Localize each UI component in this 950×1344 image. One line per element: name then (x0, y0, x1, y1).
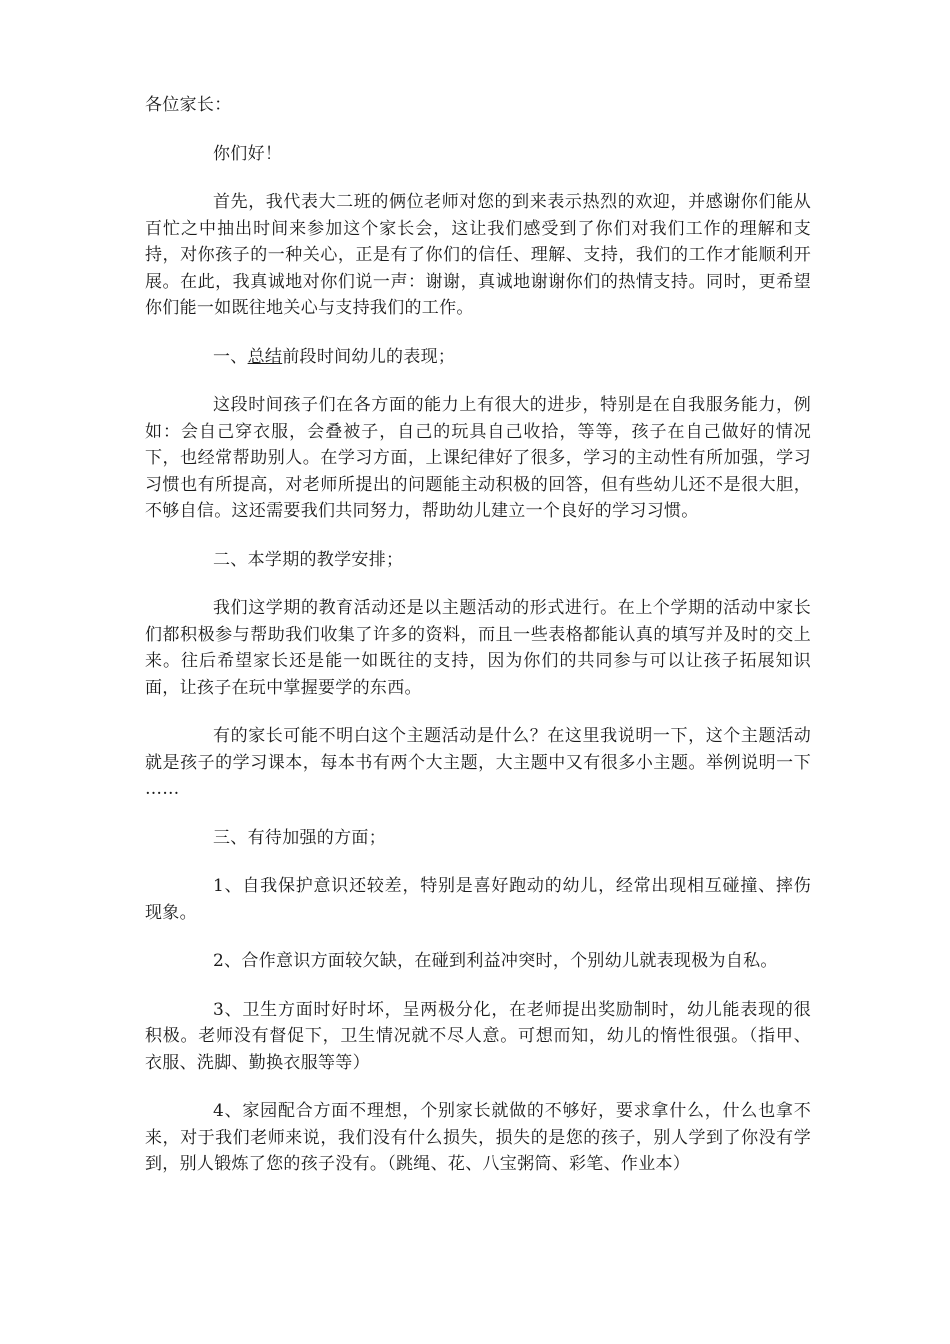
section2-body2: 有的家长可能不明白这个主题活动是什么？在这里我说明一下，这个主题活动就是孩子的学习课本，每本书有两个大主题，大主题中又有很多小主题。举例说明一下 …… (145, 726, 811, 799)
section2-body1: 我们这学期的教育活动还是以主题活动的形式进行。在上个学期的活动中家长们都积极参与帮助我们收集了许多的资料，而且一些表格都能认真的填写并及时的交上来。往后希望家长还是能一如既往的支持，因为你们的共同参与可以让孩子拓展知识面，让孩子在玩中掌握要学的东西。 (145, 598, 811, 698)
section1-prefix: 一、 (213, 346, 248, 367)
summary-link[interactable]: 总结 (247, 346, 283, 367)
hello-line: 你们好！ (213, 143, 283, 164)
section3-item-4: 4、家园配合方面不理想，个别家长就做的不够好，要求拿什么，什么也拿不来，对于我们老师来说，我们没有什么损失，损失的是您的孩子，别人学到了你没有学到，别人锻炼了您的孩子没有。（跳绳、花、八宝粥筒、彩笔、作业本） (145, 1101, 811, 1174)
section1-heading (145, 344, 811, 371)
section2-heading: 二、本学期的教学安排； (213, 549, 404, 570)
section3-heading: 三、有待加强的方面； (213, 827, 386, 848)
section1-body: 这段时间孩子们在各方面的能力上有很大的进步，特别是在自我服务能力，例如：会自己穿衣服，会叠被子，自己的玩具自己收拾，等等，孩子在自己做好的情况下，也经常帮助别人。在学习方面，上课纪律好了很多，学习的主动性有所加强，学习习惯也有所提高，对老师所提出的问题能主动积极的回答，但有些幼儿还不是很大胆，不够自信。这还需要我们共同努力，帮助幼儿建立一个良好的学习习惯。 (145, 395, 811, 521)
section3-item-1: 1、自我保护意识还较差，特别是喜好跑动的幼儿，经常出现相互碰撞、摔伤现象。 (145, 876, 811, 923)
intro-paragraph: 首先，我代表大二班的俩位老师对您的到来表示热烈的欢迎，并感谢你们能从百忙之中抽出时间来参加这个家长会，这让我们感受到了你们对我们工作的理解和支持，对你孩子的一种关心，正是有了你们的信任、理解、支持，我们的工作才能顺利开展。在此，我真诚地对你们说一声：谢谢，真诚地谢谢你们的热情支持。同时，更希望你们能一如既往地关心与支持我们的工作。 (145, 192, 811, 318)
document-page (145, 92, 811, 1200)
greeting: 各位家长： (145, 95, 232, 115)
section3-item-2: 2、合作意识方面较欠缺，在碰到利益冲突时，个别幼儿就表现极为自私。 (213, 951, 778, 971)
section1-suffix: 前段时间幼儿的表现； (282, 346, 456, 367)
section3-item-3: 3、卫生方面时好时坏，呈两极分化，在老师提出奖励制时，幼儿能表现的很积极。老师没有督促下，卫生情况就不尽人意。可想而知，幼儿的惰性很强。（指甲、衣服、洗脚、勤换衣服等等） (145, 999, 811, 1073)
